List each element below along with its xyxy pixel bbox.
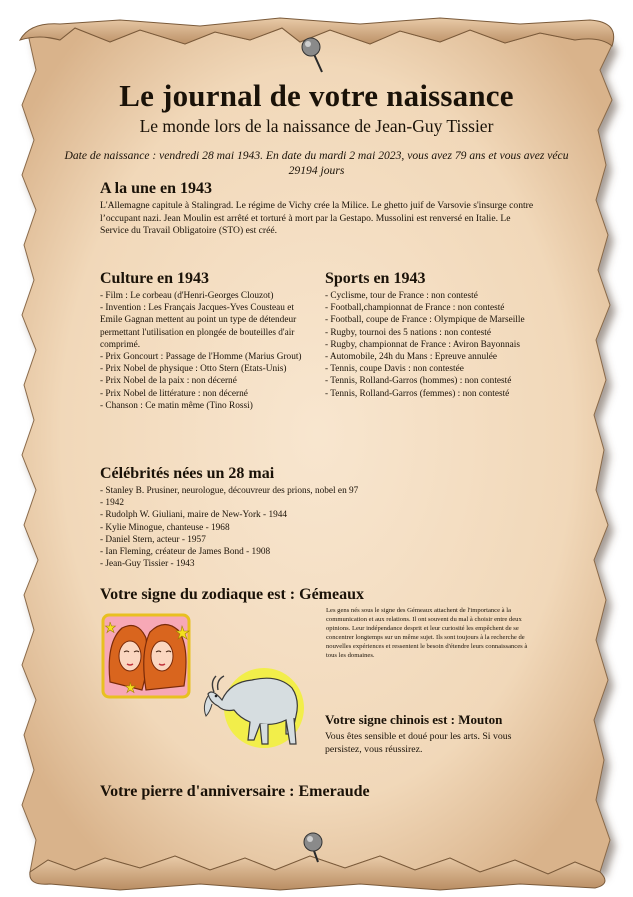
list-item: - Prix Nobel de littérature : non décerné xyxy=(100,388,248,399)
goat-icon xyxy=(200,660,310,755)
chinese-sign-text: Vous êtes sensible et doué pour les arts. Si vous persistez, vous réussirez. xyxy=(325,731,512,755)
gemini-twins-icon xyxy=(100,612,192,700)
headline-heading: A la une en 1943 xyxy=(100,180,213,197)
zodiac-text: Les gens nés sous le signe des Gémeaux attachent de l'importance à la communication et aux relations. Il ont souvent du mal à choisir entre deux opinions. Leur indépendance desprit et leur curiosité les empêchent de se concentrer longtemps sur un même sujet. Ils sont toujours à la recherche de nouvelles expériences et ressentent le besoin d'étendre leurs connaissances à tous les domaines. xyxy=(326,607,528,660)
chinese-sign-section xyxy=(325,712,540,757)
birth-date-line: Date de naissance : vendredi 28 mai 1943. En date du mardi 2 mai 2023, vous avez 79 ans et vous avez vécu 29194 jours xyxy=(64,149,569,177)
list-item: - Chanson : Ce matin même (Tino Rossi) xyxy=(100,400,253,411)
page-title: Le journal de votre naissance xyxy=(119,78,514,113)
list-item: - Ian Fleming, créateur de James Bond - 1908 xyxy=(100,547,271,558)
birthstone-heading: Votre pierre d'anniversaire : Emeraude xyxy=(100,783,370,800)
celebrities-heading: Célébrités nées un 28 mai xyxy=(100,465,275,482)
list-item: - Football, coupe de France : Olympique de Marseille xyxy=(325,315,525,326)
celebrities-section xyxy=(100,465,360,570)
sports-heading: Sports en 1943 xyxy=(325,270,426,287)
zodiac-section xyxy=(100,586,540,604)
list-item: - Daniel Stern, acteur - 1957 xyxy=(100,534,206,545)
list-item: - Tennis, coupe Davis : non contestée xyxy=(325,364,464,375)
list-item: - Invention : Les Français Jacques-Yves Cousteau et Emile Gagnan mettent au point un type de détendeur permettant l'utilisation en plongée de bouteilles d'air comprimé. xyxy=(100,303,297,350)
headline-text: L'Allemagne capitule à Stalingrad. Le régime de Vichy crée la Milice. Le ghetto juif de Varsovie s'insurge contre l’occupant nazi. Jean Moulin est arrêté et torturé à mort par la Gestapo. Mussolini est renversé en Italie. Le Service du Travail Obligatoire (STO) est créé. xyxy=(100,200,534,237)
list-item: - Kylie Minogue, chanteuse - 1968 xyxy=(100,522,230,533)
list-item: - Prix Goncourt : Passage de l'Homme (Marius Grout) xyxy=(100,352,302,363)
sports-section xyxy=(325,270,550,400)
list-item: - Rudolph W. Giuliani, maire de New-York - 1944 xyxy=(100,510,288,521)
list-item: - Tennis, Rolland-Garros (hommes) : non contesté xyxy=(325,376,512,387)
culture-section xyxy=(100,270,308,412)
page-subtitle: Le monde lors de la naissance de Jean-Guy Tissier xyxy=(139,116,494,136)
list-item: - Film : Le corbeau (d'Henri-Georges Clouzot) xyxy=(100,291,274,301)
chinese-sign-heading: Votre signe chinois est : Mouton xyxy=(325,712,503,727)
list-item: - Tennis, Rolland-Garros (femmes) : non contesté xyxy=(325,388,510,399)
list-item: - Stanley B. Prusiner, neurologue, découvreur des prions, nobel en 97 - 1942 xyxy=(100,486,359,509)
list-item: - Jean-Guy Tissier - 1943 xyxy=(100,559,195,570)
list-item: - Automobile, 24h du Mans : Epreuve annulée xyxy=(325,352,497,363)
list-item: - Football,championnat de France : non contesté xyxy=(325,303,505,314)
zodiac-heading: Votre signe du zodiaque est : Gémeaux xyxy=(100,586,364,603)
list-item: - Rugby, tournoi des 5 nations : non contesté xyxy=(325,327,491,338)
headline-section xyxy=(100,180,540,238)
list-item: - Rugby, championnat de France : Aviron Bayonnais xyxy=(325,339,520,350)
list-item: - Prix Nobel de physique : Otto Stern (Etats-Unis) xyxy=(100,364,287,375)
birthstone-section xyxy=(100,783,540,801)
list-item: - Prix Nobel de la paix : non décerné xyxy=(100,376,237,387)
culture-heading: Culture en 1943 xyxy=(100,270,210,287)
list-item: - Cyclisme, tour de France : non contesté xyxy=(325,291,478,301)
